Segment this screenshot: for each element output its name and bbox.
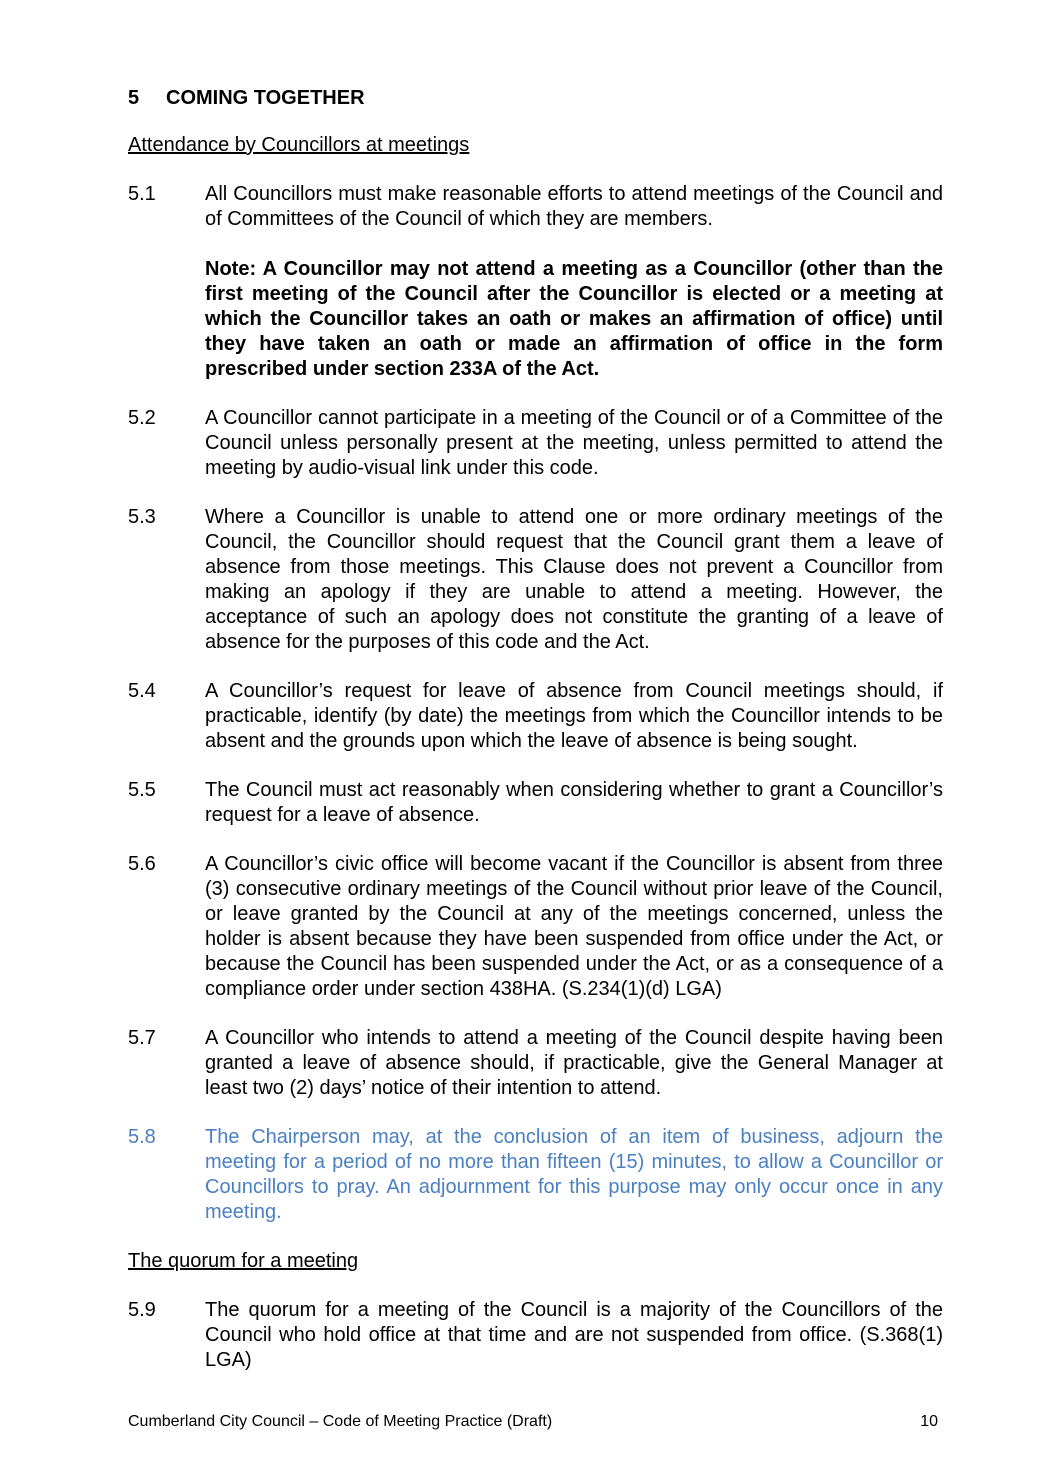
clause-5-9 [128, 1298, 943, 1373]
clause-number: 5.5 [128, 779, 156, 801]
clause-text: The Council must act reasonably when considering whether to grant a Councillor’s request for a leave of absence. [205, 779, 943, 826]
clause-number: 5.8 [128, 1126, 156, 1148]
clause-text: A Councillor who intends to attend a meeting of the Council despite having been granted a leave of absence should, if practicable, give the General Manager at least two (2) days’ notice of their intention to attend. [205, 1027, 943, 1099]
footer-page-number: 10 [920, 1413, 938, 1430]
clause-5-4 [128, 679, 943, 754]
clause-5-8-amended [128, 1125, 943, 1225]
clause-5-2 [128, 406, 943, 481]
clause-text: The quorum for a meeting of the Council is a majority of the Councillors of the Council who hold office at that time and are not suspended from office. (S.368(1) LGA) [205, 1299, 943, 1371]
clause-5-5 [128, 778, 943, 828]
subheading-attendance: Attendance by Councillors at meetings [128, 134, 470, 156]
page-footer [128, 1412, 938, 1432]
clause-number: 5.7 [128, 1027, 156, 1049]
section-heading [128, 85, 943, 111]
clause-number: 5.9 [128, 1299, 156, 1321]
clause-text: The Chairperson may, at the conclusion of an item of business, adjourn the meeting for a period of no more than fifteen (15) minutes, to allow a Councillor or Councillors to pray. An adjournment for this purpose may only occur once in any meeting. [205, 1126, 943, 1223]
clause-number: 5.1 [128, 183, 156, 205]
clause-5-6 [128, 852, 943, 1002]
clause-note: Note: A Councillor may not attend a meeting as a Councillor (other than the first meeting of the Council after the Councillor is elected or a meeting at which the Councillor takes an oath or makes an affirmation of office) until they have taken an oath or made an affirmation of office in the form prescribed under section 233A of the Act. [205, 258, 943, 380]
clause-number: 5.2 [128, 407, 156, 429]
clause-5-1 [128, 182, 943, 382]
document-page [128, 85, 943, 1397]
clause-text: Where a Councillor is unable to attend one or more ordinary meetings of the Council, the Councillor should request that the Council grant them a leave of absence from those meetings. This Clause does not prevent a Councillor from making an apology if they are unable to attend a meeting. However, the acceptance of such an apology does not constitute the granting of a leave of absence for the purposes of this code and the Act. [205, 506, 943, 653]
clause-text: A Councillor’s request for leave of absence from Council meetings should, if practicable, identify (by date) the meetings from which the Councillor intends to be absent and the grounds upon which the leave of absence is being sought. [205, 680, 943, 752]
clause-text: A Councillor’s civic office will become vacant if the Councillor is absent from three (3) consecutive ordinary meetings of the Council without prior leave of the Council, or leave granted by the Council at any of the meetings concerned, unless the holder is absent because they have been suspended from office under the Act, or because the Council has been suspended under the Act, or as a consequence of a compliance order under section 438HA. (S.234(1)(d) LGA) [205, 853, 943, 1000]
footer-document-title: Cumberland City Council – Code of Meeting Practice (Draft) [128, 1413, 553, 1430]
subheading-quorum: The quorum for a meeting [128, 1250, 359, 1272]
clause-text: All Councillors must make reasonable efforts to attend meetings of the Council and of Committees of the Council of which they are members. [205, 183, 943, 230]
clause-5-7 [128, 1026, 943, 1101]
clause-body [205, 182, 943, 382]
clause-5-3 [128, 505, 943, 655]
clause-number: 5.4 [128, 680, 156, 702]
section-title: COMING TOGETHER [166, 87, 365, 109]
clause-text: A Councillor cannot participate in a meeting of the Council or of a Committee of the Council unless personally present at the meeting, unless permitted to attend the meeting by audio-visual link under this code. [205, 407, 943, 479]
clause-number: 5.3 [128, 506, 156, 528]
section-number: 5 [128, 87, 140, 109]
clause-number: 5.6 [128, 853, 156, 875]
